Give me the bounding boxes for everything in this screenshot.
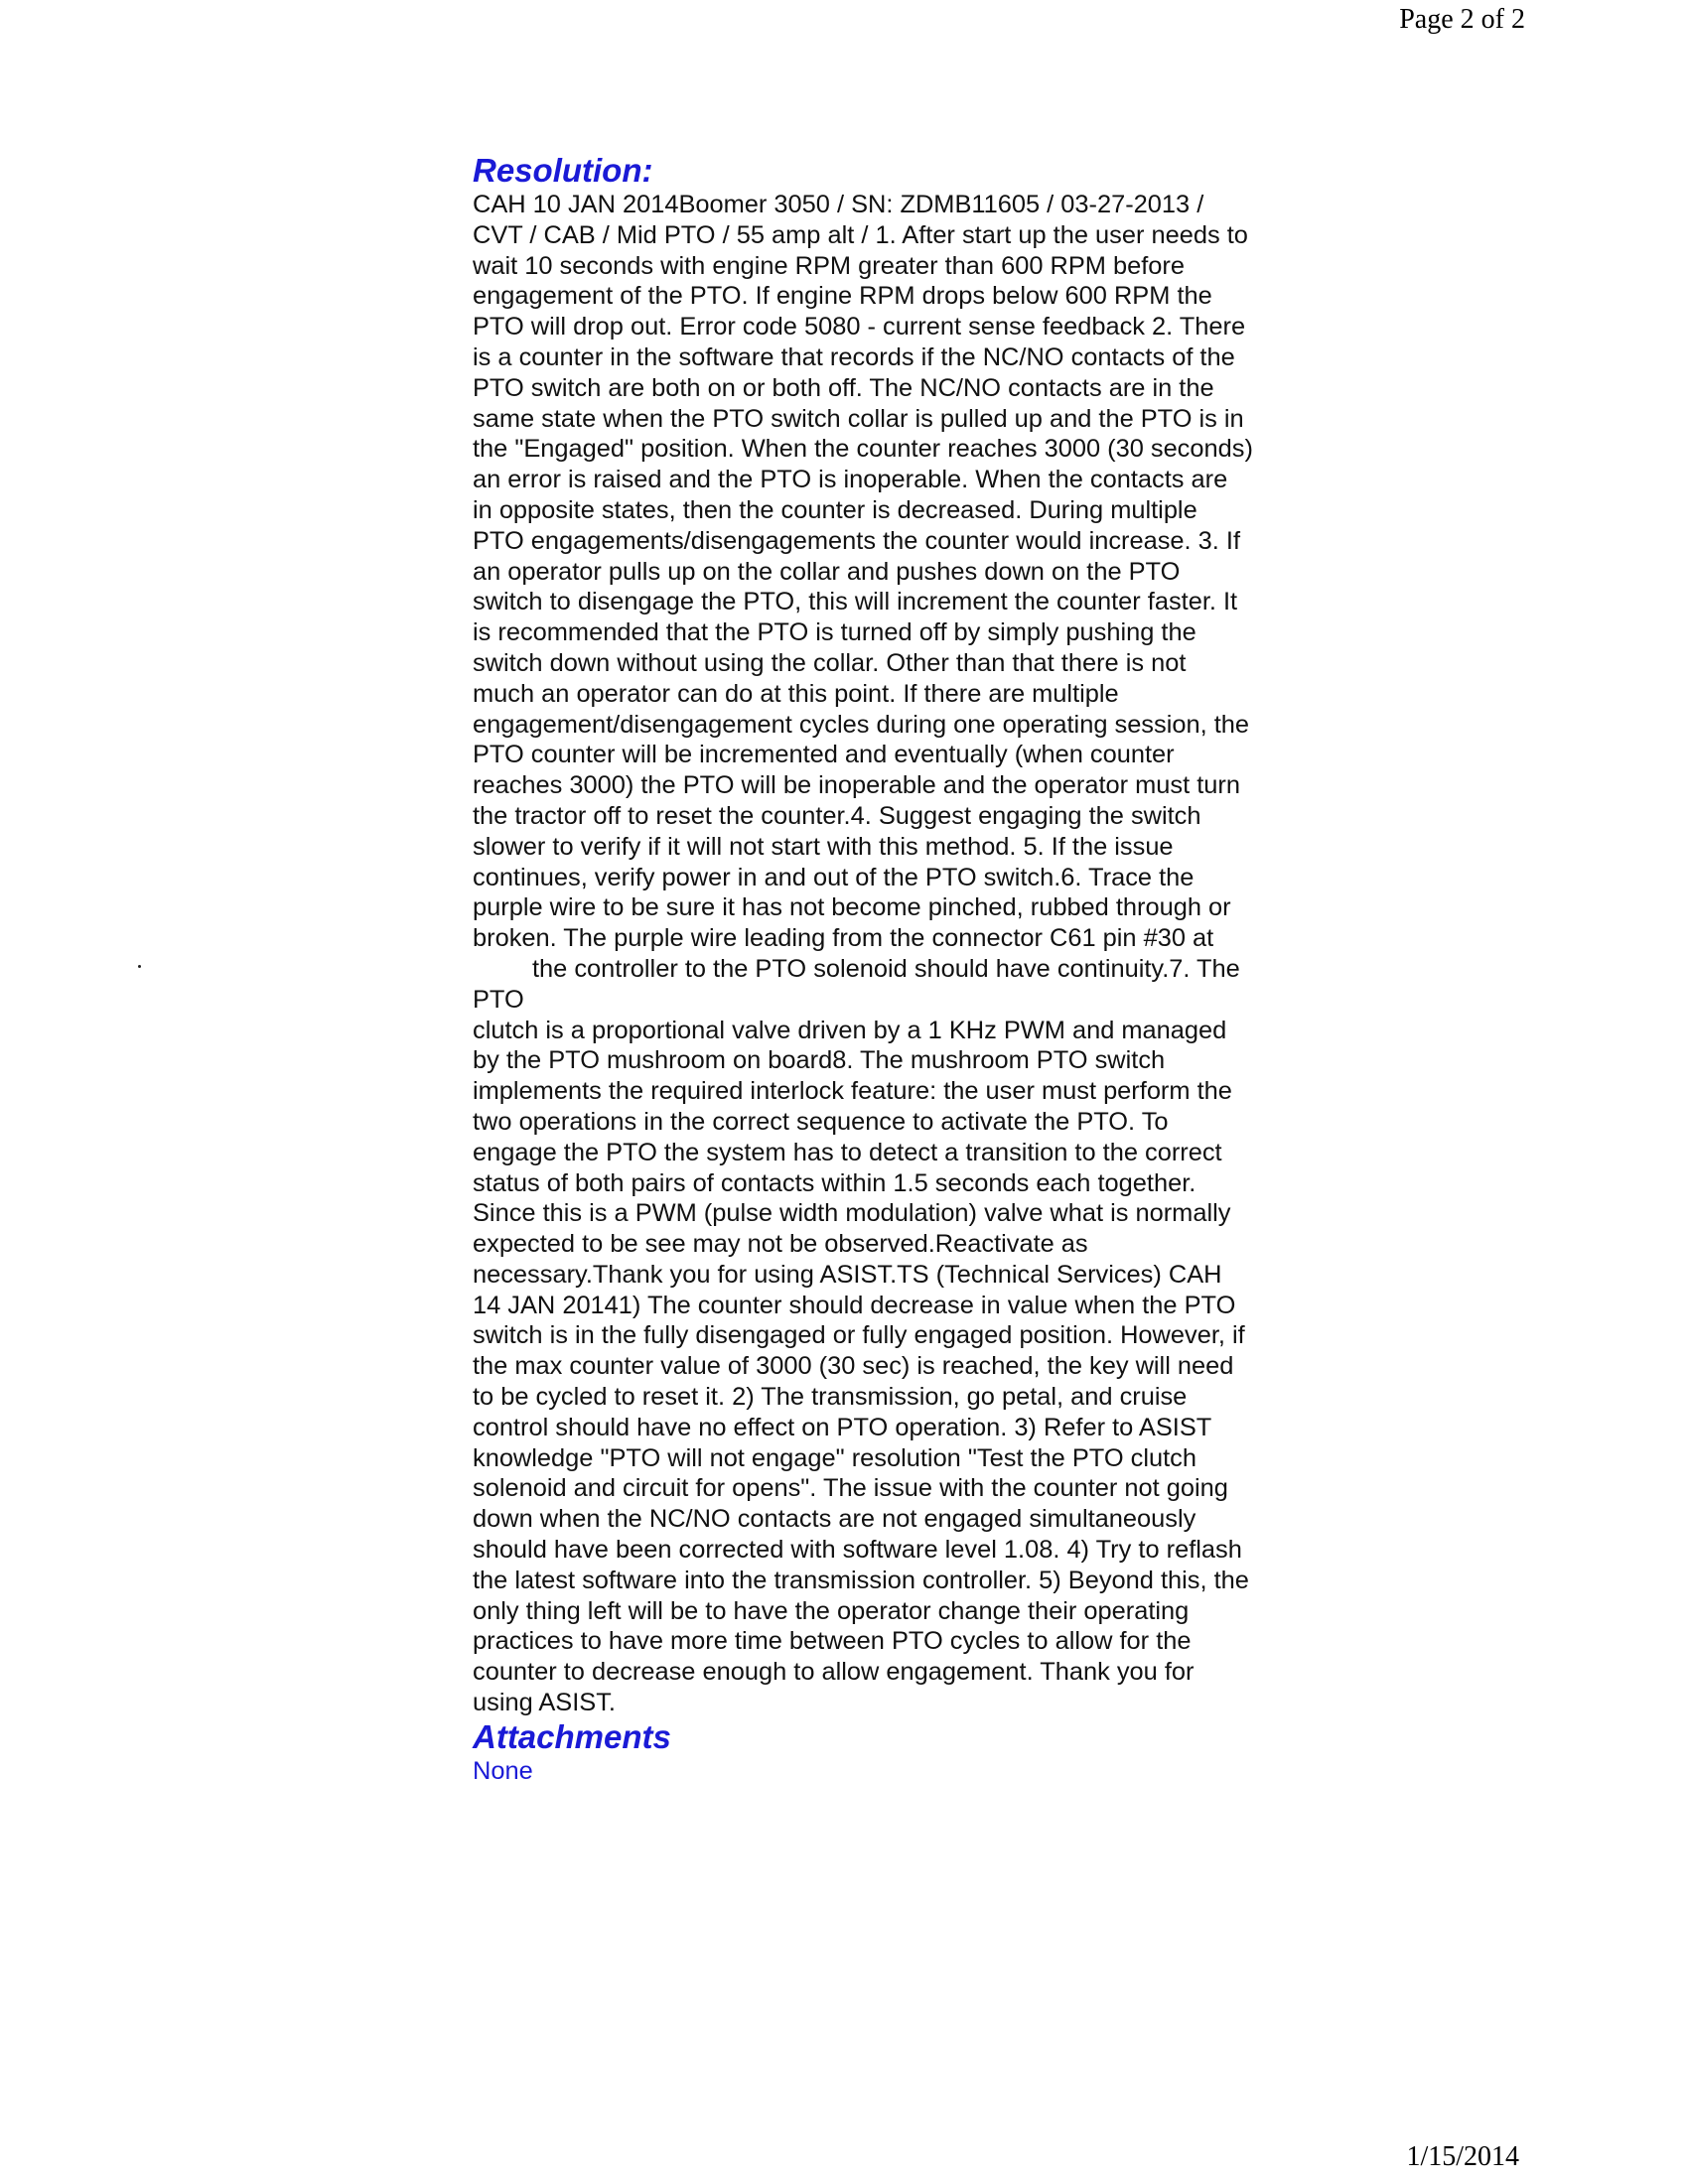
document-content — [473, 152, 1327, 1786]
resolution-text-part2: the controller to the PTO solenoid should have continuity.7. The — [532, 954, 1240, 983]
attachments-heading: Attachments — [473, 1717, 671, 1755]
page-indicator: Page 2 of 2 — [1399, 4, 1525, 35]
stray-dot-mark — [138, 965, 141, 968]
resolution-text-part3: PTO clutch is a proportional valve driven by a 1 KHz PWM and managed by the PTO mushroom on board8. The mushroom PTO switch implements the required interlock feature: the user must perform the two operations in the correct sequence to activate the PTO. To engage the PTO the system has to detect a transition to the correct status of both pairs of contacts within 1.5 seconds each together. Since this is a PWM (pulse width modulation) valve what is normally expected to be see may not be observed.Reactivate as necessary.Thank you for using ASIST.TS (Technical Services) CAH 14 JAN 20141) The counter should decrease in value when the PTO switch is in the fully disengaged or fully engaged position. However, if the max counter value of 3000 (30 sec) is reached, the key will need to be cycled to reset it. 2) The transmission, go petal, and cruise control should have no effect on PTO operation. 3) Refer to ASIST knowledge "PTO will not engage" resolution "Test the PTO clutch solenoid and circuit for opens". The issue with the counter not going down when the NC/NO contacts are not engaged simultaneously should have been corrected with software level 1.08. 4) Try to reflash the latest software into the transmission controller. 5) Beyond this, the only thing left will be to have the operator change their operating practices to have more time between PTO cycles to allow for the counter to decrease enough to allow engagement. Thank you for using ASIST. — [473, 985, 1249, 1717]
resolution-text-part1: CAH 10 JAN 2014Boomer 3050 / SN: ZDMB11605 / 03-27-2013 / CVT / CAB / Mid PTO / 55 amp alt / 1. After start up the user needs to wait 10 seconds with engine RPM greater than 600 RPM before engagement of the PTO. If engine RPM drops below 600 RPM the PTO will drop out. Error code 5080 - current sense feedback 2. There is a counter in the software that records if the NC/NO contacts of the PTO switch are both on or both off. The NC/NO contacts are in the same state when the PTO switch collar is pulled up and the PTO is in the "Engaged" position. When the counter reaches 3000 (30 seconds) an error is raised and the PTO is inoperable. When the contacts are in opposite states, then the counter is decreased. During multiple PTO engagements/disengagements the counter would increase. 3. If an operator pulls up on the collar and pushes down on the PTO switch to disengage the PTO, this will increment the counter faster. It is recommended that the PTO is turned off by simply pushing the switch down without using the collar. Other than that there is not much an operator can do at this point. If there are multiple engagement/disengagement cycles during one operating session, the PTO counter will be incremented and eventually (when counter reaches 3000) the PTO will be inoperable and the operator must turn the tractor off to reset the counter.4. Suggest engaging the switch slower to verify if it will not start with this method. 5. If the issue continues, verify power in and out of the PTO switch.6. Trace the purple wire to be sure it has not become pinched, rubbed through or broken. The purple wire leading from the connector C61 pin #30 at — [473, 191, 1253, 953]
print-date: 1/15/2014 — [1406, 2141, 1519, 2172]
resolution-text — [473, 190, 1327, 1718]
attachments-value: None — [473, 1756, 533, 1785]
resolution-heading: Resolution: — [473, 152, 653, 189]
